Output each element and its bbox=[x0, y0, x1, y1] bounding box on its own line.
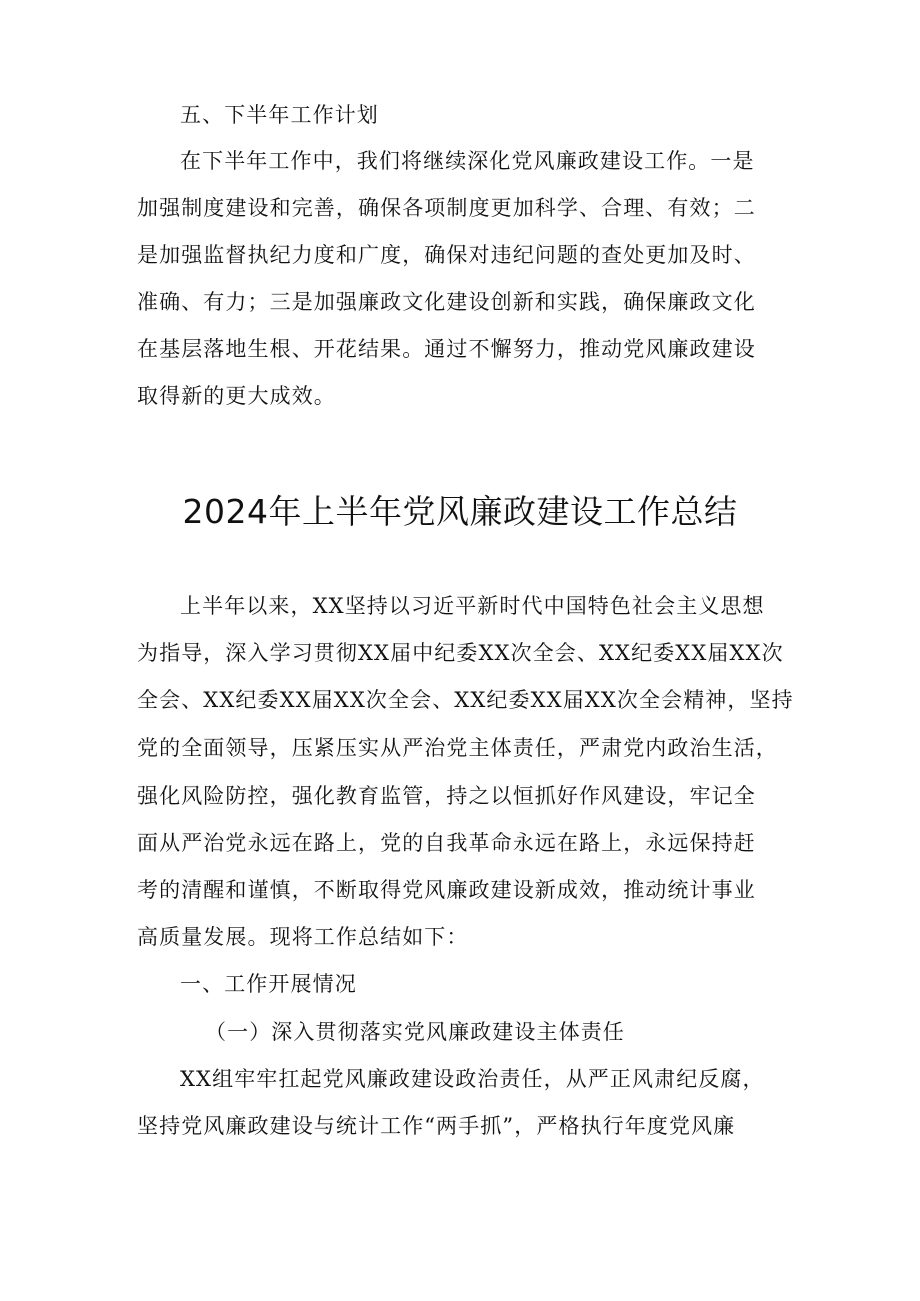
section-heading-plan: 五、下半年工作计划 bbox=[180, 103, 379, 127]
paragraph-line: 是加强监督执纪力度和广度，确保对违纪问题的查处更加及时、 bbox=[137, 243, 756, 267]
paragraph-line: 全会、XX纪委XX届XX次全会、XX纪委XX届XX次全会精神，坚持 bbox=[137, 688, 794, 712]
paragraph-line: 取得新的更大成效。 bbox=[137, 384, 336, 408]
paragraph-line: 面从严治党永远在路上，党的自我革命永远在路上，永远保持赶 bbox=[137, 831, 756, 855]
paragraph-line: 考的清醒和谨慎，不断取得党风廉政建设新成效，推动统计事业 bbox=[137, 878, 756, 902]
paragraph-line: 准确、有力；三是加强廉政文化建设创新和实践，确保廉政文化 bbox=[137, 290, 756, 314]
paragraph-line: XX组牢牢扛起党风廉政建设政治责任，从严正风肃纪反腐， bbox=[180, 1067, 765, 1091]
section-heading-work: 一、工作开展情况 bbox=[180, 972, 357, 996]
paragraph-line: 党的全面领导，压紧压实从严治党主体责任，严肃党内政治生活， bbox=[137, 736, 778, 760]
paragraph-line: 加强制度建设和完善，确保各项制度更加科学、合理、有效；二 bbox=[137, 196, 756, 220]
document-title: 2024年上半年党风廉政建设工作总结 bbox=[182, 492, 738, 531]
paragraph-line: 坚持党风廉政建设与统计工作“两手抓”，严格执行年度党风廉 bbox=[137, 1114, 736, 1138]
paragraph-line: 在下半年工作中，我们将继续深化党风廉政建设工作。一是 bbox=[180, 149, 755, 173]
paragraph-line: 强化风险防控，强化教育监管，持之以恒抓好作风建设，牢记全 bbox=[137, 784, 756, 808]
paragraph-line: 为指导，深入学习贯彻XX届中纪委XX次全会、XX纪委XX届XX次 bbox=[137, 641, 784, 665]
paragraph-line: 上半年以来，XX坚持以习近平新时代中国特色社会主义思想 bbox=[180, 594, 765, 618]
paragraph-line: 在基层落地生根、开花结果。通过不懈努力，推动党风廉政建设 bbox=[137, 337, 756, 361]
paragraph-line: 高质量发展。现将工作总结如下： bbox=[137, 925, 469, 949]
subsection-heading: （一）深入贯彻落实党风廉政建设主体责任 bbox=[205, 1020, 625, 1044]
